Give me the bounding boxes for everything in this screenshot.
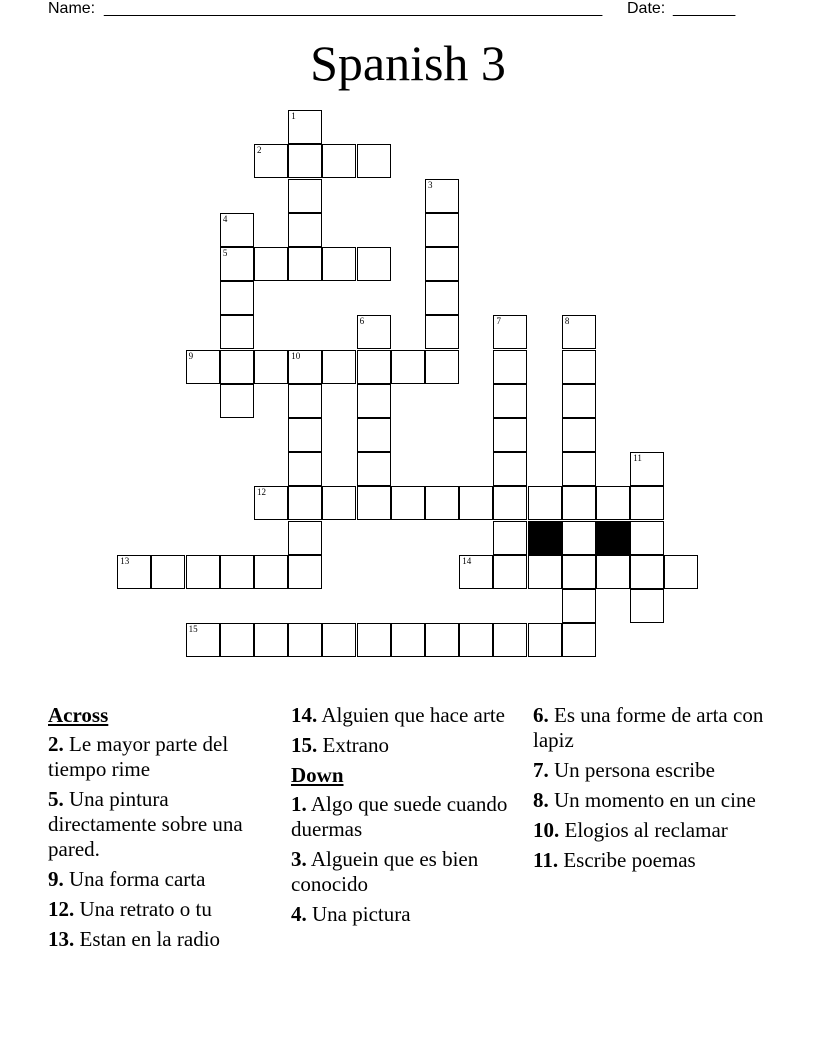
clue-number: 14	[462, 555, 472, 566]
clue-number: 10	[291, 350, 301, 361]
grid-cell[interactable]	[425, 247, 459, 281]
grid-cell[interactable]	[357, 384, 391, 418]
grid-cell[interactable]	[391, 486, 425, 520]
grid-cell[interactable]	[562, 384, 596, 418]
clue-column-3	[533, 703, 765, 878]
grid-cell[interactable]	[357, 486, 391, 520]
grid-cell[interactable]	[220, 555, 254, 589]
clue-number: 15	[188, 624, 198, 635]
grid-cell[interactable]	[493, 521, 527, 555]
clue-number: 12	[257, 487, 267, 498]
grid-cell[interactable]	[254, 144, 288, 178]
grid-cell[interactable]	[425, 213, 459, 247]
grid-cell[interactable]	[425, 315, 459, 349]
grid-cell[interactable]	[220, 315, 254, 349]
grid-cell[interactable]	[493, 452, 527, 486]
clue-number: 8	[564, 316, 570, 327]
name-blank[interactable]: ________________________________________________________	[104, 0, 603, 17]
grid-cell[interactable]	[254, 486, 288, 520]
clue-down-11: 11. Escribe poemas	[533, 848, 696, 872]
grid-cell[interactable]	[220, 281, 254, 315]
grid-cell[interactable]	[664, 555, 698, 589]
grid-cell[interactable]	[220, 213, 254, 247]
grid-cell[interactable]	[322, 350, 356, 384]
grid-cell[interactable]	[493, 555, 527, 589]
grid-cell[interactable]	[288, 384, 322, 418]
date-label: Date:	[627, 0, 666, 17]
clue-number: 3	[428, 179, 433, 190]
grid-cell[interactable]	[220, 384, 254, 418]
grid-cell[interactable]	[596, 486, 630, 520]
grid-cell[interactable]	[357, 144, 391, 178]
grid-cell[interactable]	[254, 555, 288, 589]
grid-cell[interactable]	[562, 521, 596, 555]
grid-cell[interactable]	[288, 144, 322, 178]
grid-cell[interactable]	[459, 555, 493, 589]
grid-cell[interactable]	[630, 521, 664, 555]
down-heading: Down	[291, 763, 344, 787]
grid-cell[interactable]	[186, 350, 220, 384]
grid-cell[interactable]	[357, 623, 391, 657]
grid-cell[interactable]	[288, 110, 322, 144]
clue-across-13: 13. Estan en la radio	[48, 927, 221, 951]
grid-cell[interactable]	[288, 213, 322, 247]
clue-across-5: 5. Una pintura directamente sobre una pared.	[48, 787, 243, 861]
grid-cell[interactable]	[562, 452, 596, 486]
clue-across-15: 15. Extrano	[291, 733, 389, 757]
grid-cell[interactable]	[493, 486, 527, 520]
grid-cell[interactable]	[288, 555, 322, 589]
grid-cell[interactable]	[425, 281, 459, 315]
grid-cell[interactable]	[425, 623, 459, 657]
grid-cell[interactable]	[357, 350, 391, 384]
grid-cell[interactable]	[528, 555, 562, 589]
grid-cell[interactable]	[288, 623, 322, 657]
page-title: Spanish 3	[310, 35, 506, 91]
grid-cell[interactable]	[254, 247, 288, 281]
clue-column-1	[48, 703, 280, 957]
grid-cell[interactable]	[630, 589, 664, 623]
grid-cell[interactable]	[288, 486, 322, 520]
grid-cell[interactable]	[322, 247, 356, 281]
clue-across-14: 14. Alguien que hace arte	[291, 703, 506, 727]
grid-cell[interactable]	[493, 315, 527, 349]
grid-cell[interactable]	[528, 623, 562, 657]
grid-cell[interactable]	[425, 350, 459, 384]
clue-number: 7	[496, 316, 501, 327]
grid-cell[interactable]	[391, 350, 425, 384]
clue-down-7: 7. Un persona escribe	[533, 758, 715, 782]
grid-cell[interactable]	[493, 418, 527, 452]
clue-column-2	[291, 703, 523, 932]
grid-cell[interactable]	[357, 247, 391, 281]
grid-cell[interactable]	[151, 555, 185, 589]
grid-cell[interactable]	[493, 350, 527, 384]
clue-number: 5	[222, 248, 228, 259]
clue-number: 11	[633, 453, 642, 464]
grid-cell[interactable]	[630, 555, 664, 589]
grid-cell[interactable]	[528, 486, 562, 520]
grid-cell[interactable]	[288, 350, 322, 384]
grid-cell[interactable]	[322, 623, 356, 657]
grid-cell[interactable]	[288, 179, 322, 213]
clue-across-2: 2. Le mayor parte del tiempo rime	[48, 732, 229, 781]
clue-number: 1	[291, 111, 296, 122]
grid-block	[596, 521, 630, 555]
grid-cell[interactable]	[357, 418, 391, 452]
grid-cell[interactable]	[562, 555, 596, 589]
grid-cell[interactable]	[322, 486, 356, 520]
clue-down-1: 1. Algo que suede cuando duermas	[291, 792, 508, 841]
grid-cell[interactable]	[357, 315, 391, 349]
grid-cell[interactable]	[288, 452, 322, 486]
clue-across-12: 12. Una retrato o tu	[48, 897, 212, 921]
grid-cell[interactable]	[562, 315, 596, 349]
grid-cell[interactable]	[562, 350, 596, 384]
grid-cell[interactable]	[322, 144, 356, 178]
grid-cell[interactable]	[357, 452, 391, 486]
grid-cell[interactable]	[391, 623, 425, 657]
clue-number: 13	[120, 555, 130, 566]
clue-down-4: 4. Una pictura	[291, 902, 411, 926]
date-blank[interactable]: _______	[673, 0, 736, 17]
clue-number: 6	[359, 316, 365, 327]
clue-down-8: 8. Un momento en un cine	[533, 788, 756, 812]
clue-number: 9	[188, 350, 194, 361]
grid-cell[interactable]	[254, 623, 288, 657]
name-label: Name:	[48, 0, 96, 17]
grid-cell[interactable]	[596, 555, 630, 589]
grid-cell[interactable]	[562, 418, 596, 452]
grid-cell[interactable]	[288, 521, 322, 555]
grid-cell[interactable]	[630, 486, 664, 520]
grid-cell[interactable]	[459, 486, 493, 520]
grid-cell[interactable]	[562, 623, 596, 657]
across-heading: Across	[48, 703, 109, 727]
grid-block	[528, 521, 562, 555]
grid-cell[interactable]	[493, 623, 527, 657]
grid-cell[interactable]	[254, 350, 288, 384]
grid-cell[interactable]	[220, 350, 254, 384]
grid-cell[interactable]	[493, 384, 527, 418]
clue-down-10: 10. Elogios al reclamar	[533, 818, 728, 842]
grid-cell[interactable]	[425, 179, 459, 213]
grid-cell[interactable]	[117, 555, 151, 589]
grid-cell[interactable]	[562, 589, 596, 623]
grid-cell[interactable]	[562, 486, 596, 520]
clue-across-9: 9. Una forma carta	[48, 867, 206, 891]
grid-cell[interactable]	[459, 623, 493, 657]
grid-cell[interactable]	[630, 452, 664, 486]
clue-number: 2	[257, 145, 262, 156]
grid-cell[interactable]	[288, 247, 322, 281]
clue-down-3: 3. Alguein que es bien conocido	[291, 847, 479, 896]
grid-cell[interactable]	[220, 247, 254, 281]
grid-cell[interactable]	[425, 486, 459, 520]
grid-cell[interactable]	[288, 418, 322, 452]
clue-number: 4	[222, 213, 228, 224]
grid-cell[interactable]	[186, 555, 220, 589]
clue-down-6: 6. Es una forme de arta con lapiz	[533, 703, 764, 752]
grid-cell[interactable]	[220, 623, 254, 657]
grid-cell[interactable]	[186, 623, 220, 657]
